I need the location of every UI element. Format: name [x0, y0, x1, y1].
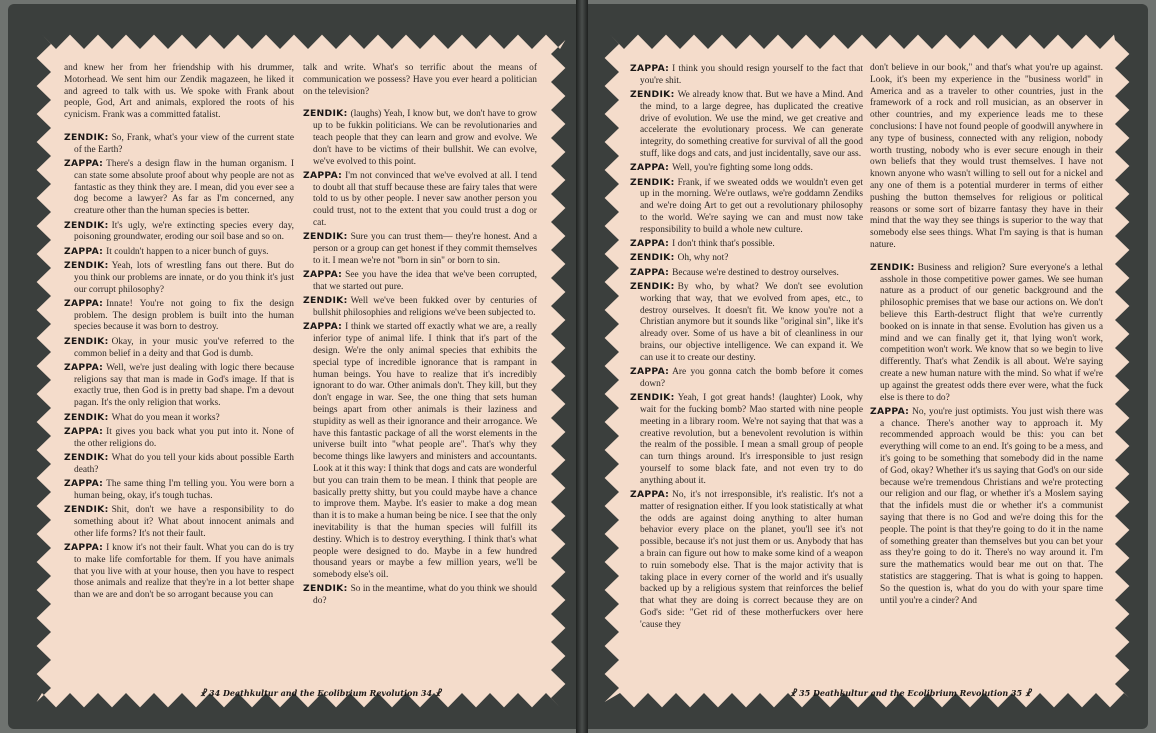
- dialogue-paragraph: [303, 108, 537, 168]
- speaker-label: ZAPPA:: [630, 162, 670, 174]
- speaker-label: ZAPPA:: [630, 63, 670, 74]
- dialogue-paragraph: [303, 583, 537, 608]
- dialogue-text: (laughs) Yeah, I know but, we don't have to grow up to be fukkin politicians. We can be revolutionaries and teach people that they can learn and grow and evolve. We don't have to be victims of their bullshit. We can evolve, we've evolved to this point.: [313, 109, 537, 167]
- speaker-label: ZAPPA:: [870, 405, 910, 417]
- dialogue-text: Yeah, I got great hands! (laughter) Look, why wait for the fucking bomb? Mao started with nine people meeting in a library room. We're not saying that that was a creative revolution, but a benevolent revolution is within the realm of the possible. I mean a small group of people can turn things around. It's irresponsible to just resign yourself to some black fate, and not even try to do anything about it.: [640, 393, 863, 486]
- speaker-label: ZENDIK:: [64, 504, 109, 516]
- speaker-label: ZENDIK:: [630, 281, 675, 293]
- dialogue-paragraph: [64, 260, 294, 296]
- dialogue-paragraph: [630, 252, 863, 265]
- dialogue-text: Are you gonna catch the bomb before it comes down?: [640, 367, 863, 389]
- dialogue-paragraph: [303, 231, 537, 267]
- dialogue-paragraph: [630, 177, 863, 237]
- dialogue-text: I think we started off exactly what we are, a really inferior type of animal life. I think that it's part of the design. We're the only animal species that exhibits the special type of incredible ignorance that is rampant in human beings. You have to realize that it's incredibly ignorant to do war. Other animals don't. They kill, but they don't engage in war. See, the one thing that sets human beings apart from other animals is their laziness and stupidity as well as their ignorance and their arrogance. We have this fantastic package of all the worst elements in the universe built into "what people are". That's why they become things like lawyers and ministers and accountants. Look at it this way: I think that dogs and cats are wonderful but you can train them to be mean. I think that people are basically pretty shitty, but you could maybe have a chance to improve them. Maybe. It's easier to make a dog mean than it is to make a human being be nice. I see that the only inevitability is that the human species will fulfill its destiny. Which is to destroy everything. I think that's what people were designed to do. Maybe in a few hundred thousand years or maybe a few million years, we'll be somebody else's oil.: [313, 322, 537, 581]
- speaker-label: ZENDIK:: [303, 108, 348, 120]
- dialogue-paragraph: [64, 246, 294, 259]
- speaker-label: ZAPPA:: [64, 541, 104, 553]
- dialogue-text: I know it's not their fault. What you can do is try to make life comfortable for them. If you have animals that you live with at your house, then you have to respect those animals and realize that they're in a lot better shape than we are and don't be so arrogant because you can: [74, 542, 294, 601]
- dialogue-text: Business and religion? Sure everyone's a lethal asshole in those competitive power games. We see human nature as a product of our genetic background and the philosophic premises that we base our actions on. We don't believe this Earth-destruct flight that we're currently booked on is innate in that sense. Evolution has given us a mind and we can finally get it, that lying won't work, competition won't work. We know that so we begin to live differently. That's what Zendik is all about. We're saying create a new human nature with the mind. So what if we're up against the greatest odds there ever were, what the fuck else is there to do?: [880, 262, 1103, 403]
- dialogue-paragraph: [303, 170, 537, 230]
- intro-paragraph: don't believe in our book," and that's what you're up against. Look, it's been my experience in the "business world" in America and as a traveler to other countries, just in the framework of a rock and roll musician, as an observer in other countries, and my experience leads me to these conclusions: I have not found people of goodwill anywhere in any type of business, connected with any religion, nobody worth trusting, nobody who is ever secure enough in their own beliefs that they would trust themselves. I have not known anyone who wasn't willing to sell out for a nickel and any one of them is a potential murderer in terms of either pushing the button themselves for religious or political reasons or some sort of bizarre fantasy they have in their mind that the way they see things is superior to the way that somebody else sees things. What I'm saying is that is human nature.: [870, 63, 1103, 250]
- dialogue-text: I'm not convinced that we've evolved at all. I tend to doubt all that stuff because these are fairy tales that were told to us by other people. I never saw another person you could trust, not to the extent that you could trust a dog or cat.: [313, 170, 537, 229]
- dialogue-text: Well, you're fighting some long odds.: [672, 163, 813, 174]
- speaker-label: ZAPPA:: [303, 321, 343, 333]
- dialogue-paragraph: [303, 295, 537, 320]
- dialogue-text: The same thing I'm telling you. You were born a human being, okay, it's tough tuchas.: [74, 479, 294, 501]
- dialogue-text: No, it's not irresponsible, it's realistic. It's not a matter of resignation either. If you look statistically at what the odds are against doing anything to alter human behavior every place on the planet, you'll see it's not possible, because it's not just them or us. Anybody that has a brain can figure out how to make some kind of a weapon to ruin somebody else. That is the major activity that is taking place in every corner of the world and it's usually backed up by a religious system that reinforces the belief that what they are doing is correct because they are on God's side: "Get rid of these motherfuckers over here 'cause they: [640, 490, 863, 630]
- dialogue-text: Frank, if we sweated odds we wouldn't even get up in the morning. We're outlaws, we're goddamn Zendiks and we're doing Art to get out a revolutionary philosophy to the world. We're saying we can and must now take responsibility to build a whole new culture.: [640, 177, 863, 235]
- speaker-label: ZAPPA:: [630, 366, 670, 378]
- dialogue-text: It's ugly, we're extincting species every day, poisoning groundwater, eroding our soil base and so on.: [74, 220, 294, 243]
- dialogue-text: I think you should resign yourself to the fact that you're shit.: [640, 64, 863, 86]
- dialogue-text: Sure you can trust them— they're honest. And a person or a group can get honest if they commit themselves to it. I mean we're not "born in sin" or born to sin.: [313, 232, 537, 266]
- dialogue-paragraph: [64, 412, 294, 425]
- dialogue-text: By who, by what? We don't see evolution working that way, that we evolved from apes, etc., to destroy ourselves. It doesn't fit. We know you're not a Christian anymore but it sounds like "original sin", like it's already over. Some of us have a bit of cleanliness in our brains, our objective intelligence. We can expand it. We can use it to create our destiny.: [640, 282, 863, 363]
- dialogue-text: Well, we're just dealing with logic there because religions say that man is made in God's image. If that is exactly true, then God is in pretty bad shape. I'm a devout pagan. It's the only religion that works.: [74, 362, 294, 409]
- dialogue-text: What do you tell your kids about possible Earth death?: [74, 452, 294, 475]
- dialogue-text: Yeah, lots of wrestling fans out there. But do you think our problems are innate, or do you think it's just our corrupt philosophy?: [74, 260, 294, 295]
- speaker-label: ZAPPA:: [630, 266, 670, 278]
- right-page-footer: ☧ 35 Deathkultur and the Ecolibrium Revolution 35 ☧: [790, 688, 1032, 698]
- dialogue-text: Innate! You're not going to fix the design problem. The design problem is built into the human species because it was born to destroy.: [74, 298, 294, 333]
- speaker-label: ZAPPA:: [630, 238, 670, 250]
- speaker-label: ZAPPA:: [64, 158, 104, 170]
- dialogue-paragraph: [630, 238, 863, 251]
- dialogue-text: What do you mean it works?: [111, 412, 220, 423]
- dialogue-text: So, Frank, what's your view of the current state of the Earth?: [74, 132, 294, 155]
- dialogue-paragraph: [64, 132, 294, 157]
- speaker-label: ZENDIK:: [630, 252, 675, 264]
- speaker-label: ZENDIK:: [64, 411, 109, 423]
- dialogue-paragraph: [303, 321, 537, 582]
- dialogue-paragraph: [630, 162, 863, 175]
- right-page-column-1: [630, 63, 863, 683]
- dialogue-text: Okay, in your music you've referred to the common belief in a deity and that God is dumb.: [74, 336, 294, 359]
- dialogue-paragraph: [630, 281, 863, 365]
- dialogue-paragraph: [64, 452, 294, 477]
- dialogue-paragraph: [303, 269, 537, 294]
- dialogue-paragraph: [64, 542, 294, 602]
- dialogue-paragraph: [630, 392, 863, 487]
- dialogue-paragraph: [64, 478, 294, 503]
- speaker-label: ZAPPA:: [64, 425, 104, 437]
- dialogue-text: I don't think that's possible.: [672, 239, 775, 250]
- dialogue-text: Well we've been fukked over by centuries of bullshit philosophies and religions we've been subjected to.: [313, 296, 537, 319]
- speaker-label: ZAPPA:: [64, 478, 104, 489]
- speaker-label: ZENDIK:: [303, 231, 348, 243]
- speaker-label: ZENDIK:: [870, 261, 915, 273]
- dialogue-text: No, you're just optimists. You just wish there was a chance. There's another way to approach it. My recommended approach would be this: you can bet everything will come to an end. It's going to be a mess, and it's going to be something that somebody did in the name of God, okay? Whether it's us saying that God's on our side because we're tremendous Christians and we're protecting our religion and our flag, or whether it's a Moslem saying that the infidels must die or whether it's a communist saying that there is no God and we're doing this for the people. The point is that they're going to do it in the name of something greater than themselves but you can bet your ass they're going to do it. There's no way around it. I'm sure the mathematics would bear me out on that. The statistics are staggering. That is what is going to happen. So the question is, what do you do with your spare time until you're a cinder? And: [880, 406, 1103, 606]
- intro-paragraph: and knew her from her friendship with his drummer, Motorhead. We sent him our Zendik magazeen, he liked it and agreed to talk with us. We spoke with Frank about people, God, Art and animals, explored the roots of his cynicism. Frank was a committed fatalist.: [64, 63, 294, 121]
- dialogue-text: It couldn't happen to a nicer bunch of guys.: [106, 246, 269, 257]
- left-page-column-1: [64, 63, 294, 683]
- dialogue-paragraph: [630, 89, 863, 161]
- dialogue-paragraph: [64, 336, 294, 361]
- speaker-label: ZENDIK:: [303, 295, 348, 307]
- left-page-footer: ☧ 34 Deathkultur and the Ecolibrium Revolution 34 ☧: [200, 688, 442, 698]
- speaker-label: ZENDIK:: [64, 335, 109, 347]
- speaker-label: ZENDIK:: [630, 392, 675, 404]
- dialogue-paragraph: [630, 63, 863, 88]
- dialogue-text: It gives you back what you put into it. None of the other religions do.: [74, 426, 294, 449]
- speaker-label: ZENDIK:: [64, 259, 109, 271]
- speaker-label: ZAPPA:: [303, 269, 343, 281]
- dialogue-paragraph: [64, 504, 294, 540]
- dialogue-text: Shit, don't we have a responsibility to do something about it? What about innocent animals and other life forms? It's not their fault.: [74, 505, 294, 539]
- dialogue-paragraph: [64, 426, 294, 451]
- dialogue-paragraph: [630, 267, 863, 280]
- dialogue-text: See you have the idea that we've been corrupted, that we started out pure.: [313, 270, 537, 293]
- speaker-label: ZENDIK:: [630, 89, 675, 101]
- right-page-column-2: [870, 63, 1103, 683]
- dialogue-paragraph: [630, 489, 863, 632]
- speaker-label: ZENDIK:: [630, 176, 675, 188]
- dialogue-paragraph: [870, 406, 1103, 608]
- speaker-label: ZENDIK:: [64, 219, 109, 231]
- dialogue-paragraph: [64, 158, 294, 218]
- speaker-label: ZAPPA:: [64, 361, 104, 373]
- speaker-label: ZAPPA:: [64, 245, 104, 257]
- dialogue-paragraph: [64, 220, 294, 245]
- speaker-label: ZAPPA:: [303, 169, 343, 181]
- speaker-label: ZAPPA:: [64, 297, 104, 309]
- dialogue-text: So in the meantime, what do you think we should do?: [313, 584, 537, 607]
- dialogue-paragraph: [64, 298, 294, 334]
- left-page-column-2: [303, 63, 537, 683]
- dialogue-text: There's a design flaw in the human organism. I can state some absolute proof about why people are not as fantastic as they think they are. I mean, did you ever see a dog become a lawyer? As far as I'm concerned, any creature other than the human species is better.: [74, 159, 294, 217]
- speaker-label: ZENDIK:: [64, 451, 109, 463]
- intro-paragraph: talk and write. What's so terrific about the means of communication we possess? Have you ever heard a politician on the television?: [303, 63, 537, 97]
- speaker-label: ZENDIK:: [64, 131, 109, 143]
- dialogue-paragraph: [870, 262, 1103, 405]
- speaker-label: ZAPPA:: [630, 489, 670, 501]
- dialogue-text: Oh, why not?: [677, 253, 729, 264]
- dialogue-paragraph: [64, 362, 294, 410]
- dialogue-text: Because we're destined to destroy ourselves.: [672, 267, 839, 278]
- dialogue-text: We already know that. But we have a Mind. And the mind, to a large degree, has duplicated the creative drive of evolution. We use the mind, we get creative and accelerate the evolutionary process. We can generate integrity, do something creative for survival of all the good stuff, like dogs and cats, and just incidentally, save our ass.: [640, 90, 863, 160]
- speaker-label: ZENDIK:: [303, 583, 348, 595]
- dialogue-paragraph: [630, 366, 863, 391]
